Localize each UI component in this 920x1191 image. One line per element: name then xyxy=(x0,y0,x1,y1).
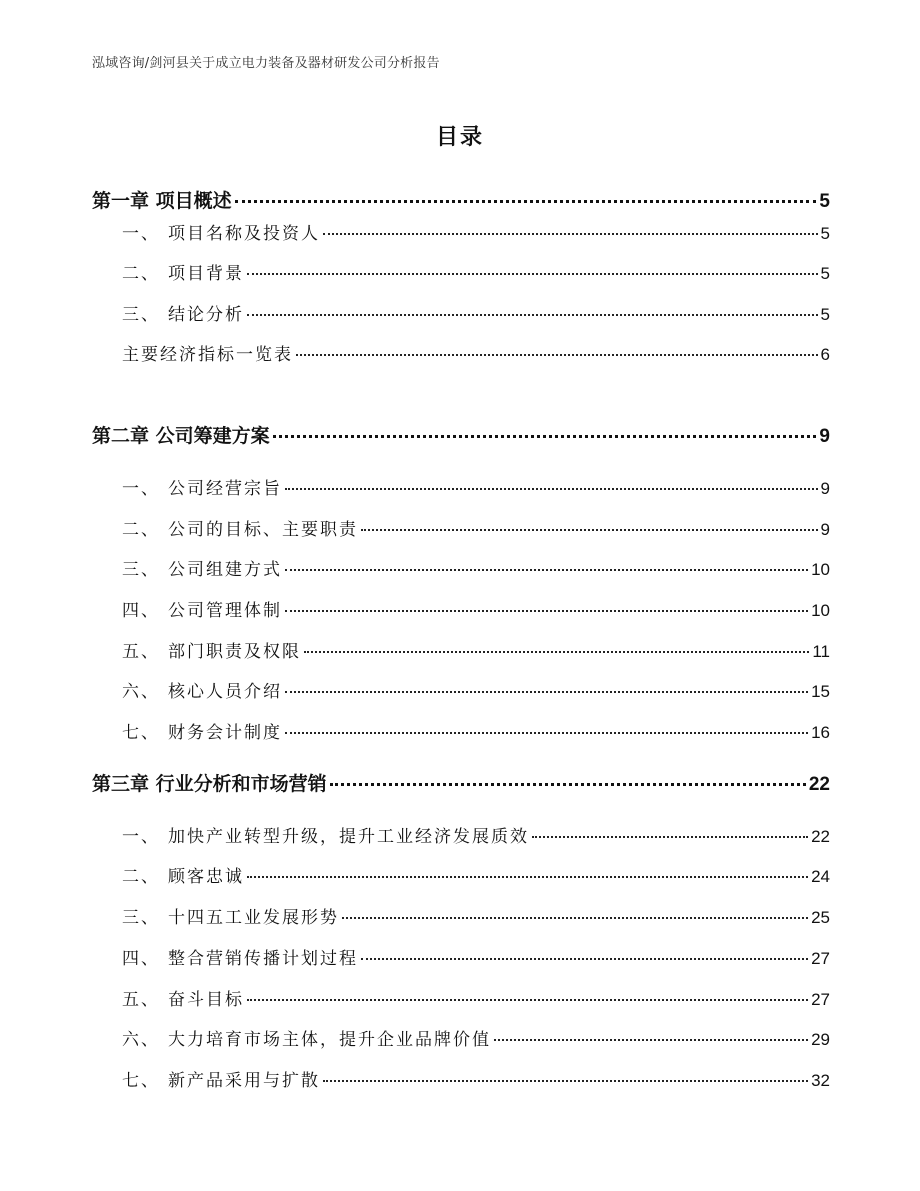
toc-entry-label: 整合营销传播计划过程 xyxy=(168,949,358,969)
toc-entry-number: 三、 xyxy=(122,908,160,928)
toc-entry-number: 一、 xyxy=(122,224,160,244)
toc-entry-title xyxy=(122,1066,320,1091)
toc-page-number: 27 xyxy=(811,949,830,968)
dot-leader xyxy=(285,569,808,571)
toc-page-number: 5 xyxy=(819,191,830,212)
dot-leader xyxy=(285,691,808,693)
toc-section-entry[interactable] xyxy=(92,219,830,244)
toc-entry-number: 四、 xyxy=(122,601,160,621)
toc-entry-title xyxy=(122,515,358,540)
dot-leader xyxy=(247,273,818,275)
toc-section-entry[interactable] xyxy=(92,718,830,743)
toc-entry-number: 六、 xyxy=(122,1030,160,1050)
dot-leader xyxy=(361,529,818,531)
dot-leader xyxy=(296,354,818,356)
toc-entry-label: 公司组建方式 xyxy=(168,560,282,580)
toc-entry-label: 新产品采用与扩散 xyxy=(168,1071,320,1091)
toc-entry-title xyxy=(122,474,282,499)
toc-entry-label: 部门职责及权限 xyxy=(168,642,301,662)
toc-section-entry[interactable] xyxy=(92,1025,830,1050)
dot-leader xyxy=(247,999,808,1001)
toc-page-number: 6 xyxy=(820,345,830,364)
toc-page-number: 10 xyxy=(811,560,830,579)
toc-page-number: 9 xyxy=(820,520,830,539)
toc-entry-number: 七、 xyxy=(122,723,160,743)
dot-leader xyxy=(304,651,809,653)
toc-entry-label: 主要经济指标一览表 xyxy=(122,345,293,365)
toc-title: 目录 xyxy=(435,125,484,150)
toc-section-entry[interactable] xyxy=(92,515,830,540)
toc-entry-label: 十四五工业发展形势 xyxy=(168,908,339,928)
toc-section-entry[interactable] xyxy=(92,677,830,702)
toc-entry-label: 项目背景 xyxy=(168,264,244,284)
toc-entry-number: 五、 xyxy=(122,642,160,662)
toc-entry-label: 奋斗目标 xyxy=(168,990,244,1010)
dot-leader xyxy=(285,488,818,490)
toc-section-entry[interactable] xyxy=(92,944,830,969)
running-header: 泓域咨询/剑河县关于成立电力装备及器材研发公司分析报告 xyxy=(92,56,440,71)
toc-entry-number: 二、 xyxy=(122,867,160,887)
toc-section-entry[interactable] xyxy=(92,596,830,621)
toc-entry-number: 四、 xyxy=(122,949,160,969)
dot-leader xyxy=(273,435,817,438)
toc-entry-title xyxy=(122,718,282,743)
toc-page-number: 9 xyxy=(820,479,830,498)
toc-entry-number: 五、 xyxy=(122,990,160,1010)
toc-entry-title xyxy=(122,259,244,284)
toc-entry-title xyxy=(122,300,244,325)
toc-entry-number: 一、 xyxy=(122,827,160,847)
toc-section-entry[interactable] xyxy=(92,985,830,1010)
dot-leader xyxy=(285,732,808,734)
dot-leader xyxy=(342,917,808,919)
toc-entry-title xyxy=(122,903,339,928)
toc-entry-title xyxy=(122,985,244,1010)
toc-section-entry[interactable] xyxy=(92,1066,830,1091)
toc-entry-label: 第三章 行业分析和市场营销 xyxy=(92,773,327,795)
toc-entry-title xyxy=(122,822,529,847)
toc-page-number: 22 xyxy=(811,827,830,846)
toc-chapter-entry[interactable] xyxy=(92,186,830,213)
toc-page-number: 9 xyxy=(819,426,830,447)
toc-chapter-entry[interactable] xyxy=(92,769,830,796)
toc-entry-number: 六、 xyxy=(122,682,160,702)
toc-section-entry[interactable] xyxy=(92,340,830,365)
toc-page-number: 5 xyxy=(820,264,830,283)
toc-entry-number: 二、 xyxy=(122,264,160,284)
toc-entry-label: 结论分析 xyxy=(168,305,244,325)
toc-entry-label: 项目名称及投资人 xyxy=(168,224,320,244)
toc-entry-title xyxy=(122,340,293,365)
toc-section-entry[interactable] xyxy=(92,862,830,887)
toc-entry-label: 公司经营宗旨 xyxy=(168,479,282,499)
toc-chapter-entry[interactable] xyxy=(92,421,830,448)
toc-entry-title xyxy=(122,944,358,969)
toc-page-number: 27 xyxy=(811,990,830,1009)
toc-entry-title xyxy=(122,219,320,244)
toc-entry-label: 第二章 公司筹建方案 xyxy=(92,425,270,447)
dot-leader xyxy=(247,876,808,878)
toc-entry-number: 三、 xyxy=(122,305,160,325)
dot-leader xyxy=(285,610,808,612)
toc-entry-title xyxy=(122,862,244,887)
dot-leader xyxy=(361,958,808,960)
toc-page-number: 32 xyxy=(811,1071,830,1090)
dot-leader xyxy=(247,314,818,316)
toc-page-number: 16 xyxy=(811,723,830,742)
toc-page-number: 25 xyxy=(811,908,830,927)
toc-entry-title xyxy=(92,186,232,213)
dot-leader xyxy=(323,1080,808,1082)
dot-leader xyxy=(235,200,817,203)
toc-entry-title xyxy=(92,421,270,448)
dot-leader xyxy=(494,1039,808,1041)
toc-entry-label: 加快产业转型升级，提升工业经济发展质效 xyxy=(168,827,529,847)
toc-entry-number: 二、 xyxy=(122,520,160,540)
toc-entry-label: 第一章 项目概述 xyxy=(92,190,232,212)
toc-entry-label: 大力培育市场主体，提升企业品牌价值 xyxy=(168,1030,491,1050)
toc-page-number: 29 xyxy=(811,1030,830,1049)
toc-page-number: 11 xyxy=(812,642,830,661)
toc-section-entry[interactable] xyxy=(92,903,830,928)
toc-entry-label: 核心人员介绍 xyxy=(168,682,282,702)
toc-entry-label: 公司的目标、主要职责 xyxy=(168,520,358,540)
toc-entry-label: 财务会计制度 xyxy=(168,723,282,743)
toc-section-entry[interactable] xyxy=(92,474,830,499)
dot-leader xyxy=(532,836,808,838)
toc-entry-number: 七、 xyxy=(122,1071,160,1091)
toc-section-entry[interactable] xyxy=(92,300,830,325)
toc-section-entry[interactable] xyxy=(92,259,830,284)
toc-entry-label: 顾客忠诚 xyxy=(168,867,244,887)
toc-page-number: 15 xyxy=(811,682,830,701)
toc-entry-title xyxy=(122,637,301,662)
toc-page-number: 5 xyxy=(820,305,830,324)
toc-entry-title xyxy=(122,1025,491,1050)
toc-entry-title xyxy=(122,596,282,621)
toc-page-number: 10 xyxy=(811,601,830,620)
dot-leader xyxy=(330,783,806,786)
toc-page-number: 24 xyxy=(811,867,830,886)
toc-section-entry[interactable] xyxy=(92,822,830,847)
toc-section-entry[interactable] xyxy=(92,637,830,662)
toc-page-number: 5 xyxy=(820,224,830,243)
toc-entry-number: 三、 xyxy=(122,560,160,580)
toc-entry-title xyxy=(122,555,282,580)
toc-entry-number: 一、 xyxy=(122,479,160,499)
toc-section-entry[interactable] xyxy=(92,555,830,580)
toc-entry-title xyxy=(92,769,327,796)
toc-entry-title xyxy=(122,677,282,702)
toc-entry-label: 公司管理体制 xyxy=(168,601,282,621)
toc-page-number: 22 xyxy=(808,774,830,795)
dot-leader xyxy=(323,233,818,235)
